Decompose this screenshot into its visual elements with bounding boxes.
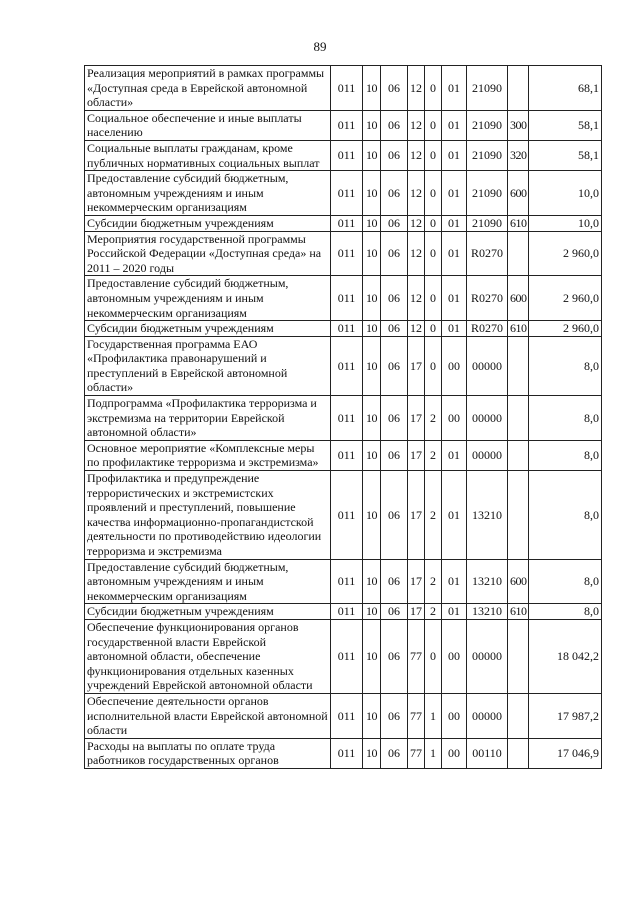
direction-code-cell: 00000 bbox=[467, 336, 508, 395]
expense-type-cell bbox=[508, 471, 529, 560]
table-row bbox=[85, 440, 602, 470]
direction-code-cell: 00000 bbox=[467, 693, 508, 738]
activity-code-cell: 01 bbox=[442, 231, 467, 276]
table-row bbox=[85, 66, 602, 111]
amount-cell: 8,0 bbox=[529, 471, 602, 560]
table-row bbox=[85, 110, 602, 140]
program-code-cell: 17 bbox=[408, 396, 425, 441]
section-code-cell: 10 bbox=[363, 276, 381, 321]
table-row bbox=[85, 336, 602, 395]
table-row bbox=[85, 471, 602, 560]
expense-type-cell: 610 bbox=[508, 604, 529, 620]
amount-cell: 8,0 bbox=[529, 604, 602, 620]
direction-code-cell: R0270 bbox=[467, 276, 508, 321]
table-row bbox=[85, 738, 602, 768]
section-code-cell: 10 bbox=[363, 738, 381, 768]
subsection-code-cell: 06 bbox=[381, 738, 408, 768]
table-row bbox=[85, 321, 602, 337]
description-cell: Реализация мероприятий в рамках программы «Доступная среда в Еврейской автономной области» bbox=[85, 66, 331, 111]
subprogram-code-cell: 0 bbox=[425, 66, 442, 111]
activity-code-cell: 00 bbox=[442, 619, 467, 693]
ministry-code-cell: 011 bbox=[331, 276, 363, 321]
section-code-cell: 10 bbox=[363, 440, 381, 470]
subprogram-code-cell: 2 bbox=[425, 440, 442, 470]
table-row bbox=[85, 619, 602, 693]
subprogram-code-cell: 2 bbox=[425, 471, 442, 560]
subprogram-code-cell: 0 bbox=[425, 140, 442, 170]
amount-cell: 8,0 bbox=[529, 440, 602, 470]
subsection-code-cell: 06 bbox=[381, 471, 408, 560]
direction-code-cell: R0270 bbox=[467, 321, 508, 337]
amount-cell: 2 960,0 bbox=[529, 276, 602, 321]
description-cell: Социальное обеспечение и иные выплаты населению bbox=[85, 110, 331, 140]
expense-type-cell: 600 bbox=[508, 559, 529, 604]
program-code-cell: 77 bbox=[408, 619, 425, 693]
activity-code-cell: 01 bbox=[442, 171, 467, 216]
expense-type-cell bbox=[508, 693, 529, 738]
subsection-code-cell: 06 bbox=[381, 276, 408, 321]
subprogram-code-cell: 1 bbox=[425, 693, 442, 738]
subsection-code-cell: 06 bbox=[381, 336, 408, 395]
subprogram-code-cell: 0 bbox=[425, 110, 442, 140]
expense-type-cell bbox=[508, 336, 529, 395]
subsection-code-cell: 06 bbox=[381, 171, 408, 216]
description-cell: Предоставление субсидий бюджетным, автономным учреждениям и иным некоммерческим организациям bbox=[85, 276, 331, 321]
description-cell: Субсидии бюджетным учреждениям bbox=[85, 215, 331, 231]
table-row bbox=[85, 604, 602, 620]
program-code-cell: 12 bbox=[408, 321, 425, 337]
activity-code-cell: 01 bbox=[442, 321, 467, 337]
subprogram-code-cell: 0 bbox=[425, 231, 442, 276]
subprogram-code-cell: 0 bbox=[425, 619, 442, 693]
activity-code-cell: 01 bbox=[442, 559, 467, 604]
program-code-cell: 17 bbox=[408, 440, 425, 470]
subsection-code-cell: 06 bbox=[381, 321, 408, 337]
ministry-code-cell: 011 bbox=[331, 140, 363, 170]
subprogram-code-cell: 0 bbox=[425, 215, 442, 231]
description-cell: Профилактика и предупреждение террористических и экстремистских проявлений и преступлений, повышение качества информационно-пропагандистской деятельности по противодействию идеологии терроризма и экстремизма bbox=[85, 471, 331, 560]
ministry-code-cell: 011 bbox=[331, 396, 363, 441]
ministry-code-cell: 011 bbox=[331, 559, 363, 604]
description-cell: Подпрограмма «Профилактика терроризма и экстремизма на территории Еврейской автономной области» bbox=[85, 396, 331, 441]
activity-code-cell: 00 bbox=[442, 336, 467, 395]
expense-type-cell: 320 bbox=[508, 140, 529, 170]
section-code-cell: 10 bbox=[363, 693, 381, 738]
table-row bbox=[85, 215, 602, 231]
program-code-cell: 12 bbox=[408, 171, 425, 216]
amount-cell: 10,0 bbox=[529, 171, 602, 216]
subsection-code-cell: 06 bbox=[381, 140, 408, 170]
amount-cell: 68,1 bbox=[529, 66, 602, 111]
expense-type-cell: 610 bbox=[508, 215, 529, 231]
ministry-code-cell: 011 bbox=[331, 215, 363, 231]
amount-cell: 58,1 bbox=[529, 110, 602, 140]
subprogram-code-cell: 2 bbox=[425, 604, 442, 620]
program-code-cell: 12 bbox=[408, 231, 425, 276]
subprogram-code-cell: 0 bbox=[425, 321, 442, 337]
direction-code-cell: 13210 bbox=[467, 559, 508, 604]
direction-code-cell: 21090 bbox=[467, 66, 508, 111]
program-code-cell: 77 bbox=[408, 693, 425, 738]
subsection-code-cell: 06 bbox=[381, 440, 408, 470]
table-body bbox=[85, 66, 602, 769]
activity-code-cell: 00 bbox=[442, 396, 467, 441]
subsection-code-cell: 06 bbox=[381, 619, 408, 693]
section-code-cell: 10 bbox=[363, 171, 381, 216]
expense-type-cell: 600 bbox=[508, 171, 529, 216]
subsection-code-cell: 06 bbox=[381, 559, 408, 604]
activity-code-cell: 01 bbox=[442, 66, 467, 111]
subsection-code-cell: 06 bbox=[381, 66, 408, 111]
subprogram-code-cell: 0 bbox=[425, 276, 442, 321]
description-cell: Обеспечение функционирования органов государственной власти Еврейской автономной области, обеспечение функционирования отдельных казенных учреждений Еврейской автономной области bbox=[85, 619, 331, 693]
table-row bbox=[85, 231, 602, 276]
program-code-cell: 12 bbox=[408, 215, 425, 231]
budget-table bbox=[84, 65, 602, 769]
ministry-code-cell: 011 bbox=[331, 110, 363, 140]
activity-code-cell: 01 bbox=[442, 215, 467, 231]
ministry-code-cell: 011 bbox=[331, 66, 363, 111]
description-cell: Субсидии бюджетным учреждениям bbox=[85, 321, 331, 337]
table-row bbox=[85, 140, 602, 170]
table-row bbox=[85, 559, 602, 604]
section-code-cell: 10 bbox=[363, 321, 381, 337]
description-cell: Предоставление субсидий бюджетным, автономным учреждениям и иным некоммерческим организациям bbox=[85, 171, 331, 216]
section-code-cell: 10 bbox=[363, 336, 381, 395]
section-code-cell: 10 bbox=[363, 619, 381, 693]
description-cell: Государственная программа ЕАО «Профилактика правонарушений и преступлений в Еврейской автономной области» bbox=[85, 336, 331, 395]
ministry-code-cell: 011 bbox=[331, 231, 363, 276]
subsection-code-cell: 06 bbox=[381, 110, 408, 140]
description-cell: Предоставление субсидий бюджетным, автономным учреждениям и иным некоммерческим организациям bbox=[85, 559, 331, 604]
expense-type-cell bbox=[508, 738, 529, 768]
subprogram-code-cell: 0 bbox=[425, 171, 442, 216]
section-code-cell: 10 bbox=[363, 231, 381, 276]
amount-cell: 17 046,9 bbox=[529, 738, 602, 768]
program-code-cell: 77 bbox=[408, 738, 425, 768]
expense-type-cell: 610 bbox=[508, 321, 529, 337]
program-code-cell: 12 bbox=[408, 110, 425, 140]
ministry-code-cell: 011 bbox=[331, 321, 363, 337]
subprogram-code-cell: 2 bbox=[425, 559, 442, 604]
expense-type-cell bbox=[508, 396, 529, 441]
subprogram-code-cell: 1 bbox=[425, 738, 442, 768]
table-row bbox=[85, 171, 602, 216]
ministry-code-cell: 011 bbox=[331, 738, 363, 768]
direction-code-cell: 21090 bbox=[467, 140, 508, 170]
description-cell: Социальные выплаты гражданам, кроме публичных нормативных социальных выплат bbox=[85, 140, 331, 170]
activity-code-cell: 01 bbox=[442, 276, 467, 321]
program-code-cell: 17 bbox=[408, 336, 425, 395]
ministry-code-cell: 011 bbox=[331, 336, 363, 395]
section-code-cell: 10 bbox=[363, 604, 381, 620]
table-row bbox=[85, 396, 602, 441]
amount-cell: 18 042,2 bbox=[529, 619, 602, 693]
activity-code-cell: 01 bbox=[442, 440, 467, 470]
direction-code-cell: 00000 bbox=[467, 440, 508, 470]
section-code-cell: 10 bbox=[363, 396, 381, 441]
subsection-code-cell: 06 bbox=[381, 693, 408, 738]
program-code-cell: 17 bbox=[408, 471, 425, 560]
amount-cell: 8,0 bbox=[529, 396, 602, 441]
description-cell: Расходы на выплаты по оплате труда работников государственных органов bbox=[85, 738, 331, 768]
table-row bbox=[85, 693, 602, 738]
expense-type-cell: 300 bbox=[508, 110, 529, 140]
direction-code-cell: 00000 bbox=[467, 619, 508, 693]
section-code-cell: 10 bbox=[363, 471, 381, 560]
page-number: 89 bbox=[313, 39, 327, 54]
direction-code-cell: 00000 bbox=[467, 396, 508, 441]
amount-cell: 10,0 bbox=[529, 215, 602, 231]
direction-code-cell: 21090 bbox=[467, 171, 508, 216]
table-row bbox=[85, 276, 602, 321]
amount-cell: 17 987,2 bbox=[529, 693, 602, 738]
section-code-cell: 10 bbox=[363, 559, 381, 604]
activity-code-cell: 00 bbox=[442, 738, 467, 768]
expense-type-cell bbox=[508, 440, 529, 470]
program-code-cell: 17 bbox=[408, 604, 425, 620]
ministry-code-cell: 011 bbox=[331, 440, 363, 470]
amount-cell: 2 960,0 bbox=[529, 231, 602, 276]
amount-cell: 2 960,0 bbox=[529, 321, 602, 337]
direction-code-cell: R0270 bbox=[467, 231, 508, 276]
program-code-cell: 17 bbox=[408, 559, 425, 604]
description-cell: Основное мероприятие «Комплексные меры по профилактике терроризма и экстремизма» bbox=[85, 440, 331, 470]
subprogram-code-cell: 2 bbox=[425, 396, 442, 441]
section-code-cell: 10 bbox=[363, 110, 381, 140]
subsection-code-cell: 06 bbox=[381, 396, 408, 441]
section-code-cell: 10 bbox=[363, 215, 381, 231]
activity-code-cell: 01 bbox=[442, 471, 467, 560]
direction-code-cell: 13210 bbox=[467, 604, 508, 620]
description-cell: Субсидии бюджетным учреждениям bbox=[85, 604, 331, 620]
activity-code-cell: 01 bbox=[442, 110, 467, 140]
expense-type-cell bbox=[508, 619, 529, 693]
direction-code-cell: 21090 bbox=[467, 110, 508, 140]
ministry-code-cell: 011 bbox=[331, 171, 363, 216]
ministry-code-cell: 011 bbox=[331, 693, 363, 738]
subsection-code-cell: 06 bbox=[381, 604, 408, 620]
expense-type-cell: 600 bbox=[508, 276, 529, 321]
expense-type-cell bbox=[508, 66, 529, 111]
ministry-code-cell: 011 bbox=[331, 471, 363, 560]
amount-cell: 58,1 bbox=[529, 140, 602, 170]
direction-code-cell: 21090 bbox=[467, 215, 508, 231]
program-code-cell: 12 bbox=[408, 276, 425, 321]
description-cell: Обеспечение деятельности органов исполнительной власти Еврейской автономной области bbox=[85, 693, 331, 738]
subprogram-code-cell: 0 bbox=[425, 336, 442, 395]
activity-code-cell: 00 bbox=[442, 693, 467, 738]
subsection-code-cell: 06 bbox=[381, 215, 408, 231]
amount-cell: 8,0 bbox=[529, 336, 602, 395]
activity-code-cell: 01 bbox=[442, 140, 467, 170]
description-cell: Мероприятия государственной программы Российской Федерации «Доступная среда» на 2011 – 2020 годы bbox=[85, 231, 331, 276]
subsection-code-cell: 06 bbox=[381, 231, 408, 276]
activity-code-cell: 01 bbox=[442, 604, 467, 620]
program-code-cell: 12 bbox=[408, 66, 425, 111]
ministry-code-cell: 011 bbox=[331, 604, 363, 620]
section-code-cell: 10 bbox=[363, 140, 381, 170]
direction-code-cell: 00110 bbox=[467, 738, 508, 768]
program-code-cell: 12 bbox=[408, 140, 425, 170]
ministry-code-cell: 011 bbox=[331, 619, 363, 693]
amount-cell: 8,0 bbox=[529, 559, 602, 604]
direction-code-cell: 13210 bbox=[467, 471, 508, 560]
expense-type-cell bbox=[508, 231, 529, 276]
section-code-cell: 10 bbox=[363, 66, 381, 111]
